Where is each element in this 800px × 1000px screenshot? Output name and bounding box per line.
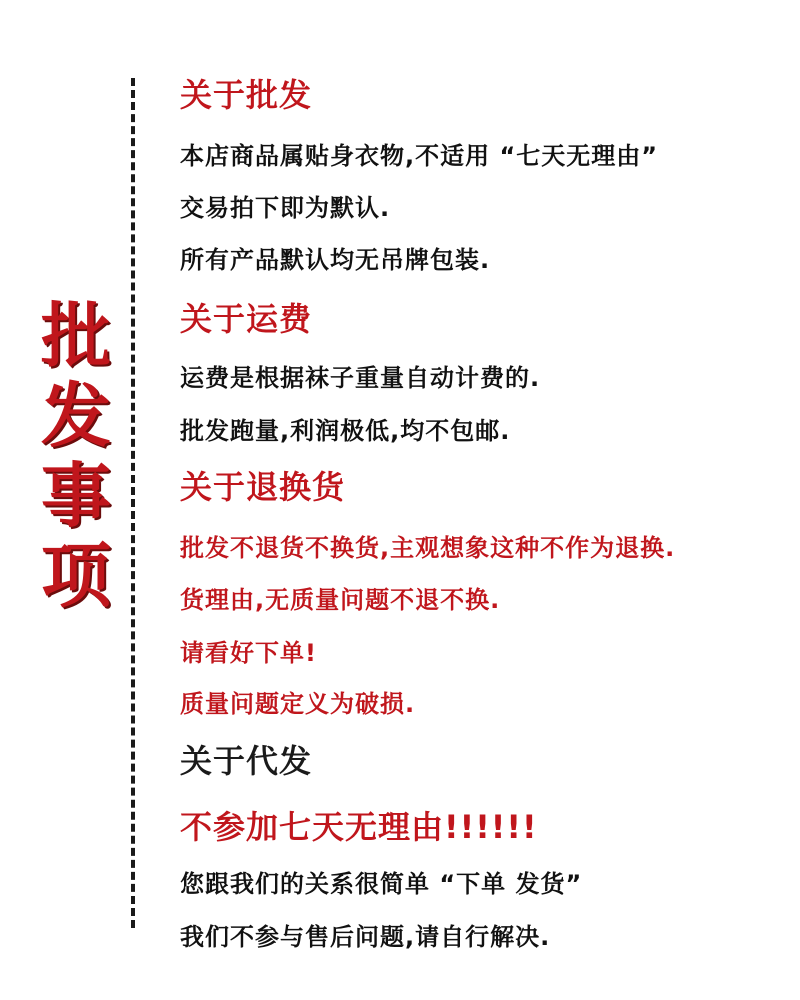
returns-line-1: 批发不退货不换货,主观想象这种不作为退换.: [180, 534, 676, 562]
dropship-heading: 关于代发: [180, 742, 313, 780]
returns-heading: 关于退换货: [180, 468, 346, 506]
notice-content: [180, 0, 790, 1000]
side-title-char-1: 批: [41, 295, 111, 377]
side-title: [36, 296, 116, 616]
shipping-line-2: 批发跑量,利润极低,均不包邮.: [180, 417, 511, 445]
dropship-line-2: 我们不参与售后问题,请自行解决.: [180, 923, 551, 951]
side-title-char-2: 发: [41, 375, 111, 457]
shipping-line-1: 运费是根据袜子重量自动计费的.: [180, 364, 541, 392]
dropship-line-1: 您跟我们的关系很简单 “下单 发货”: [180, 870, 583, 898]
wholesale-heading: 关于批发: [180, 76, 313, 114]
wholesale-line-1: 本店商品属贴身衣物,不适用 “七天无理由”: [180, 142, 659, 170]
side-title-char-4: 项: [41, 535, 111, 617]
shipping-heading: 关于运费: [180, 300, 313, 338]
returns-line-3: 请看好下单!: [180, 639, 317, 667]
wholesale-line-2: 交易拍下即为默认.: [180, 194, 391, 222]
dropship-notice: 不参加七天无理由!!!!!!: [180, 808, 538, 846]
wholesale-line-3: 所有产品默认均无吊牌包装.: [180, 246, 491, 274]
side-title-char-3: 事: [41, 455, 111, 537]
returns-line-4: 质量问题定义为破损.: [180, 690, 416, 718]
returns-line-2: 货理由,无质量问题不退不换.: [180, 586, 501, 614]
dashed-divider: [131, 78, 135, 928]
